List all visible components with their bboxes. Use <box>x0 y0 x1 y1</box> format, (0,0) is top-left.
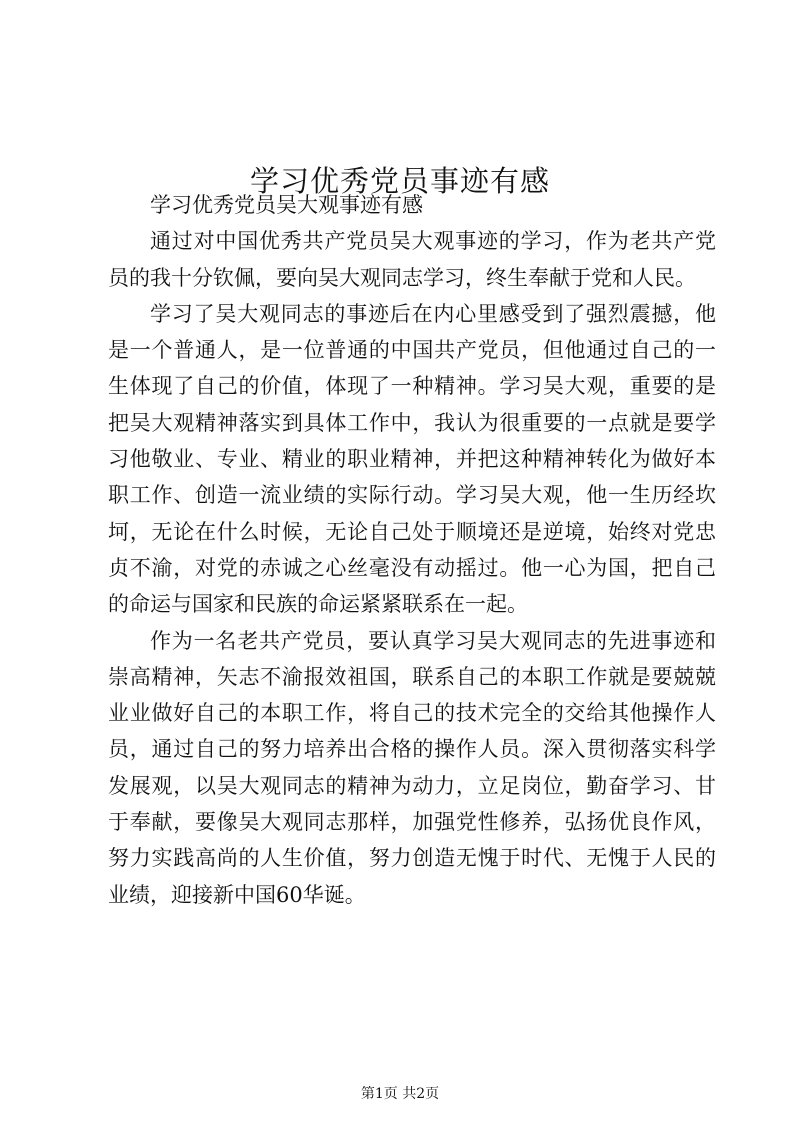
document-title: 学习优秀党员事迹有感 <box>249 164 550 199</box>
page-footer: 第1页 共2页 <box>360 1086 440 1102</box>
paragraph-1: 通过对中国优秀共产党员吴大观事迹的学习，作为老共产党员的我十分钦佩，要向吴大观同志学习，终生奉献于党和人民。 <box>108 229 716 290</box>
paragraph-3: 作为一名老共产党员，要认真学习吴大观同志的先进事迹和崇高精神，矢志不渝报效祖国，联系自己的本职工作就是要兢兢业业做好自己的本职工作，将自己的技术完全的交给其他操作人员，通过自己的努力培养出合格的操作人员。深入贯彻落实科学发展观，以吴大观同志的精神为动力，立足岗位，勤奋学习、甘于奉献，要像吴大观同志那样，加强党性修养，弘扬优良作风，努力实践高尚的人生价值，努力创造无愧于时代、无愧于人民的业绩，迎接新中国60华诞。 <box>108 628 716 907</box>
document-subtitle: 学习优秀党员吴大观事迹有感 <box>150 193 423 217</box>
document-body <box>108 187 716 913</box>
paragraph-2: 学习了吴大观同志的事迹后在内心里感受到了强烈震撼，他是一个普通人，是一位普通的中国共产党员，但他通过自己的一生体现了自己的价值，体现了一种精神。学习吴大观，重要的是把吴大观精神落实到具体工作中，我认为很重要的一点就是要学习他敬业、专业、精业的职业精神，并把这种精神转化为做好本职工作、创造一流业绩的实际行动。学习吴大观，他一生历经坎坷，无论在什么时候，无论自己处于顺境还是逆境，始终对党忠贞不渝，对党的赤诚之心丝毫没有动摇过。他一心为国，把自己的命运与国家和民族的命运紧紧联系在一起。 <box>108 301 716 617</box>
